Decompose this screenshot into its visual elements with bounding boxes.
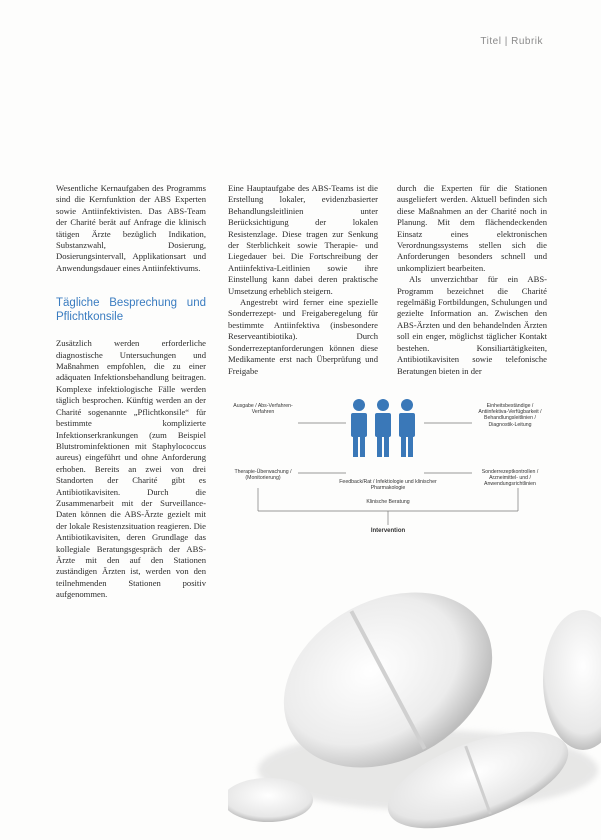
column-2	[228, 183, 378, 377]
team-people-icon	[351, 399, 415, 457]
pills-photo	[228, 540, 601, 835]
column-1	[56, 183, 206, 601]
column2-paragraph-2: Angestrebt wird ferner eine spezielle Sonderrezept- und Freigaberegelung für bestimmte Antiinfektiva (insbesondere Reserveantibiotika). Durch Sonderrezeptanforderungen können diese Medikamente erst nach Überprüfung und Freigabe	[228, 297, 378, 376]
diagram-label-left-mid: Therapie-Überwachung / (Monitorierung)	[234, 469, 292, 482]
running-head: Titel | Rubrik	[480, 36, 543, 47]
tablet-image	[228, 540, 601, 835]
column3-paragraph-1: durch die Experten für die Stationen ausgeliefert werden. Aktuell befinden sich diese Maßnahmen an der Charité noch in Planung. Mit dem flächendeckenden Einsatz eines elektronischen Verordnungssystems stellen sich die Anforderungen besonders schnell und unkompliziert bearbeiten.	[397, 183, 547, 273]
diagram-label-center-bottom: Klinische Beratung	[366, 499, 410, 505]
subheading-daily-meeting: Tägliche Besprechung und Pflichtkonsile	[56, 297, 206, 324]
column2-paragraph-1: Eine Hauptaufgabe des ABS-Teams ist die Erstellung lokaler, evidenzbasierter Behandlungsleitlinien unter Berücksichtigung der lokalen Resistenzlage. Diese tragen zur Senkung der Sterblichkeit sowie Therapie- und Liegedauer bei. Die Fortschreibung der Antiinfektiva-Leitlinien sowie ihre Einstellung kann dabei deren praktische Umsetzung erheblich steigern.	[228, 183, 378, 296]
diagram-label-intervention: Intervention	[370, 528, 406, 534]
diagram-label-center: Feedback/Rat / Infektiologie und klinischer Pharmakologie	[339, 479, 437, 492]
column-3	[397, 183, 547, 377]
column3-paragraph-2: Als unverzichtbar für ein ABS-Programm bezeichnet die Charité regelmäßig Fortbildungen, Schulungen und gezielte Information an. Zwischen den ABS-Ärzten und den behandelnden Ärzten soll ein enger, möglichst täglicher Kontakt bestehen. Konsiliartätigkeiten, Antibiotikavisiten sowie telefonische Beratungen bieten in der	[397, 274, 547, 376]
column1-paragraph-1: Wesentliche Kernaufgaben des Programms sind die Kernfunktion der ABS Experten sowie Antiinfektivisten. Das ABS-Team der Charité berät auf Anfrage die klinisch tätigen Ärzte bezüglich Indikation, Substanzwahl, Dosierung, Dosierungsintervall, Applikationsart und Anwendungsdauer eines Antiinfektivums.	[56, 183, 206, 273]
diagram-label-left-top: Ausgabe / Abs-Verfahren-Verfahren	[233, 403, 293, 416]
column1-paragraph-2: Zusätzlich werden erforderliche diagnostische Untersuchungen und Maßnahmen empfohlen, die zu einer adäquaten Infektionsbehandlung beitragen. Komplexe infektiologische Fälle werden täglich besprochen. Künftig werden an der Charité sogenannte „Pflichtkonsile“ für bestimmte komplizierte Infektionserkrankungen (zum Beispiel Blutstrominfektionen mit Staphylococcus aureus) eingeführt und ohne Anforderung erhoben. Bereits an zwei von drei Standorten der Charité gibt es Antibiotikavisiten. Durch die Zusammenarbeit mit der Surveillance-Daten können die ABS-Ärzte gezielt mit der lokale Resistenzsituation reagieren. Die Antibiotikavisiten, deren Grundlage das kollegiale Beratungsgespräch der ABS-Ärzte mit den auf den Stationen zuständigen Ärzten ist, werden von den teilnehmenden Stationen positiv aufgenommen.	[56, 338, 206, 600]
diagram-label-right-top: Einheitsbeständige / Antiinfektiva-Verfügbarkeit / Behandlungsleitlinien / Diagnostik-Leitung	[478, 403, 542, 428]
diagram-label-right-mid: Sonderrezeptkontrollen / Arzneimittel- und / Anwendungsrichtlinien	[481, 469, 539, 488]
abs-diagram	[228, 393, 548, 543]
